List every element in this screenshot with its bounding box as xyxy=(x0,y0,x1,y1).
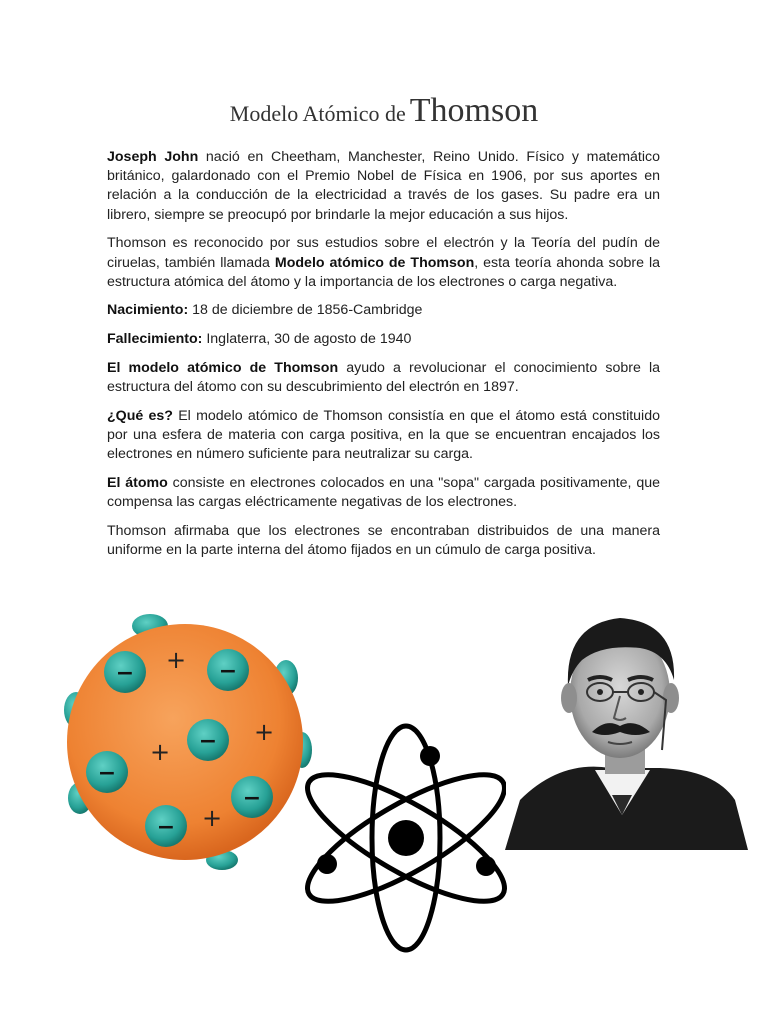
paragraph-what-is xyxy=(107,407,660,465)
plum-pudding-model xyxy=(64,614,312,870)
electron xyxy=(231,776,273,818)
paragraph-death xyxy=(107,330,660,349)
plus-sign: + xyxy=(149,738,171,766)
body-text xyxy=(107,148,660,570)
orbit-electron xyxy=(317,854,337,874)
bold-name: Joseph John xyxy=(107,149,199,165)
plus-sign: + xyxy=(201,804,223,832)
electron xyxy=(86,751,128,793)
bold-label: Fallecimiento: xyxy=(107,331,203,348)
paragraph-text: 18 de diciembre de 1856-Cambridge xyxy=(188,302,423,319)
illustrations-svg xyxy=(0,600,768,1000)
bold-label: ¿Qué es? xyxy=(107,407,173,424)
bold-label: El modelo atómico de Thomson xyxy=(107,359,339,376)
svg-text:−: − xyxy=(242,786,262,811)
svg-text:−: − xyxy=(156,815,176,840)
svg-text:−: − xyxy=(115,661,135,686)
paragraph-text: ayudo a revolucionar el conocimiento sobre la estructura del átomo con su descubrimiento del electrón en 1897. xyxy=(107,359,661,396)
page-title xyxy=(0,92,768,130)
electron xyxy=(145,805,187,847)
plus-sign: + xyxy=(165,646,187,674)
electron xyxy=(104,651,146,693)
paragraph-text: Thomson afirmaba que los electrones se encontraban distribuidos de una manera uniforme en la parte interna del átomo fijados en un cúmulo de carga positiva. xyxy=(107,522,660,558)
bold-label: Nacimiento: xyxy=(107,302,189,319)
paragraph-atom xyxy=(107,474,660,512)
paragraph-biography xyxy=(107,148,660,225)
nucleus xyxy=(388,820,424,856)
bold-model-name: Modelo atómico de Thomson xyxy=(274,254,475,271)
plus-sign: + xyxy=(253,718,275,746)
atom-icon xyxy=(292,726,520,950)
paragraph-text: Thomson es reconocido por sus estudios sobre el electrón y la Teoría del pudín de ciruelas, también llamada xyxy=(107,235,660,271)
paragraph-text: consiste en electrones colocados en una "sopa" cargada positivamente, que compensa las cargas eléctricamente negativas de los electrones. xyxy=(107,474,661,511)
paragraph-text: El modelo atómico de Thomson consistía en que el átomo está constituido por una esfera de materia con carga positiva, en la que se encuentran encajados los electrones en número suficiente para neutralizar su carga. xyxy=(107,407,660,463)
svg-text:−: − xyxy=(97,761,117,786)
electron xyxy=(207,649,249,691)
svg-text:−: − xyxy=(218,659,238,684)
paragraph-text: , esta teoría ahonda sobre la estructura atómica del átomo y la importancia de los electrones o carga negativa. xyxy=(107,254,661,290)
orbit-electron xyxy=(420,746,440,766)
paragraph-text: nació en Cheetham, Manchester, Reino Unido. Físico y matemático británico, galardonado con el Premio Nobel de Física en 1906, por sus aportes en relación a la conducción de la electricidad a través de los gases. Su padre era un librero, siempre se preocupó por brindarle la mejor educación a sus hijos. xyxy=(107,149,660,223)
paragraph-distribution xyxy=(107,522,660,560)
bold-label: El átomo xyxy=(107,474,168,491)
orbit-electron xyxy=(476,856,496,876)
title-main: Thomson xyxy=(409,92,539,129)
svg-text:−: − xyxy=(198,729,218,754)
paragraph-theory xyxy=(107,234,660,292)
thomson-portrait xyxy=(505,608,748,850)
paragraph-text: Inglaterra, 30 de agosto de 1940 xyxy=(202,331,412,348)
electron xyxy=(187,719,229,761)
paragraph-birth xyxy=(107,301,660,320)
illustrations xyxy=(0,600,768,1000)
title-prefix: Modelo Atómico de xyxy=(229,101,406,126)
paragraph-revolution xyxy=(107,359,660,397)
